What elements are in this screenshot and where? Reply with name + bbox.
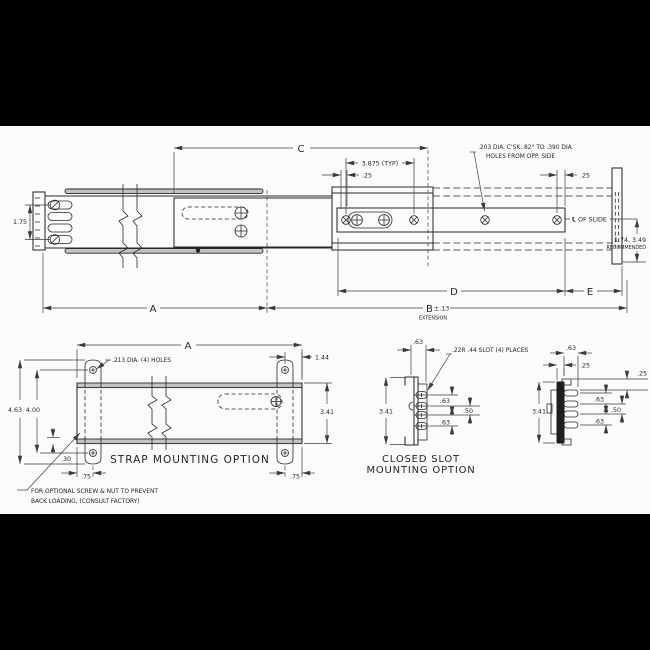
dim-label: C <box>297 144 305 155</box>
dim-label: 3.41 <box>531 408 547 416</box>
dim-label: 1.74, 3.49 <box>613 237 646 244</box>
bottom-retainer-strip <box>65 249 263 254</box>
dim-label: .63 <box>439 398 450 405</box>
dim-label: B <box>426 304 433 315</box>
dim-label: .50 <box>463 408 474 415</box>
dim-label: 4.63 <box>8 407 23 414</box>
note-line: FOR OPTIONAL SCREW & NUT TO PREVENT <box>31 489 158 495</box>
dim-label: .25 <box>362 172 373 180</box>
dim-label: A <box>149 304 157 315</box>
dim-tolerance: ±.13 <box>434 305 450 313</box>
strap-bottom-flange <box>77 439 302 444</box>
drawing-sheet <box>0 126 650 514</box>
dim-label: 3.875 (TYP) <box>361 160 399 168</box>
dim-label: E <box>586 287 594 298</box>
view-title: MOUNTING OPTION <box>366 465 476 476</box>
rivet <box>196 249 199 252</box>
note-line: .213 DIA. (4) HOLES <box>112 358 171 364</box>
dim-label: 3.41 <box>319 409 335 416</box>
dim-label: .25 <box>636 370 647 378</box>
view-title: CLOSED SLOT <box>382 454 460 465</box>
dim-label: .25 <box>580 172 591 180</box>
top-retainer-strip <box>65 189 263 194</box>
dim-label: .30 <box>61 456 72 463</box>
dim-label: RECOMMENDED <box>606 245 646 251</box>
dim-label: .50 <box>611 407 622 414</box>
strap-top-flange <box>77 383 302 388</box>
dim-label: D <box>450 287 458 298</box>
dim-note: EXTENSION <box>418 315 448 322</box>
note-line: .22R .44 SLOT (4) PLACES <box>452 348 529 354</box>
dim-label: .63 <box>593 396 604 404</box>
centerline-label: ℄ OF SLIDE <box>572 216 607 224</box>
dim-label: .63 <box>439 419 450 427</box>
dim-label: 4.00 <box>26 407 41 414</box>
dim-label: .63 <box>593 418 604 426</box>
view-title: STRAP MOUNTING OPTION <box>110 454 270 466</box>
dim-label: .25 <box>580 362 591 370</box>
dim-label: .75 <box>80 473 92 481</box>
dim-label: .63 <box>412 339 424 346</box>
note-line: HOLES FROM OPP. SIDE <box>486 154 556 160</box>
dim-label: .75 <box>289 473 301 481</box>
note-line: .203 DIA. C'SK. 82° TO .390 DIA. <box>478 145 574 151</box>
dim-label: .63 <box>565 345 577 352</box>
dim-label: A <box>184 341 192 352</box>
dim-label: 3.41 <box>378 408 394 416</box>
dim-label: 1.44 <box>315 354 330 362</box>
dim-label: 1.75 <box>13 219 28 226</box>
note-line: BACK LOADING, (CONSULT FACTORY) <box>31 499 140 505</box>
